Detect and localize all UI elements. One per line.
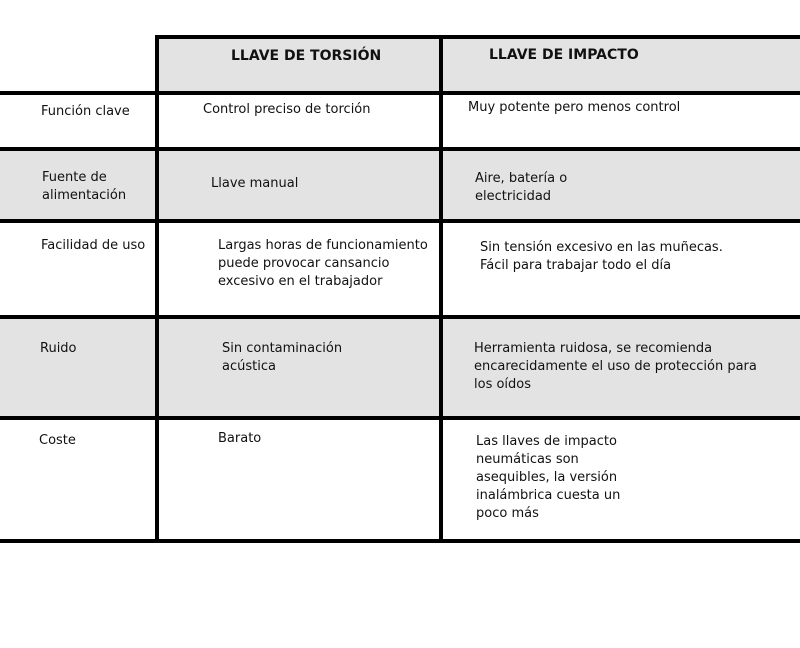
cell-impacto-funcion: Muy potente pero menos control (468, 100, 681, 115)
cell-impacto-alimentacion: Aire, batería o electricidad (475, 171, 568, 204)
row-divider (0, 315, 800, 319)
cell-impacto-ruido: Herramienta ruidosa, se recomienda encarecidamente el uso de protección para los oídos (474, 341, 757, 392)
table-bottom-border (0, 539, 800, 543)
cell-impacto-coste: Las llaves de impacto neumáticas son asequibles, la versión inalámbrica cuesta un poco más (476, 434, 621, 521)
column-header-torsion: LLAVE DE TORSIÓN (231, 48, 382, 64)
column-divider (155, 35, 159, 543)
row-label-alimentacion: Fuente de alimentación (42, 170, 127, 203)
cell-torsion-ruido: Sin contaminación acústica (222, 341, 343, 374)
row-label-coste: Coste (39, 433, 76, 448)
row-divider (0, 147, 800, 151)
table-top-border (155, 35, 800, 39)
cell-torsion-funcion: Control preciso de torción (203, 102, 371, 117)
cell-torsion-alimentacion: Llave manual (211, 176, 299, 191)
row-label-facilidad: Facilidad de uso (41, 238, 146, 253)
row-label-ruido: Ruido (40, 341, 77, 356)
column-header-impacto: LLAVE DE IMPACTO (489, 47, 639, 63)
row-divider (0, 91, 800, 95)
cell-torsion-coste: Barato (218, 431, 262, 446)
row-divider (0, 416, 800, 420)
cell-torsion-facilidad: Largas horas de funcionamiento puede provocar cansancio excesivo en el trabajador (218, 238, 428, 289)
column-divider (439, 35, 443, 543)
row-divider (0, 219, 800, 223)
cell-impacto-facilidad: Sin tensión excesivo en las muñecas. Fácil para trabajar todo el día (480, 240, 723, 273)
row-label-funcion: Función clave (41, 104, 130, 119)
